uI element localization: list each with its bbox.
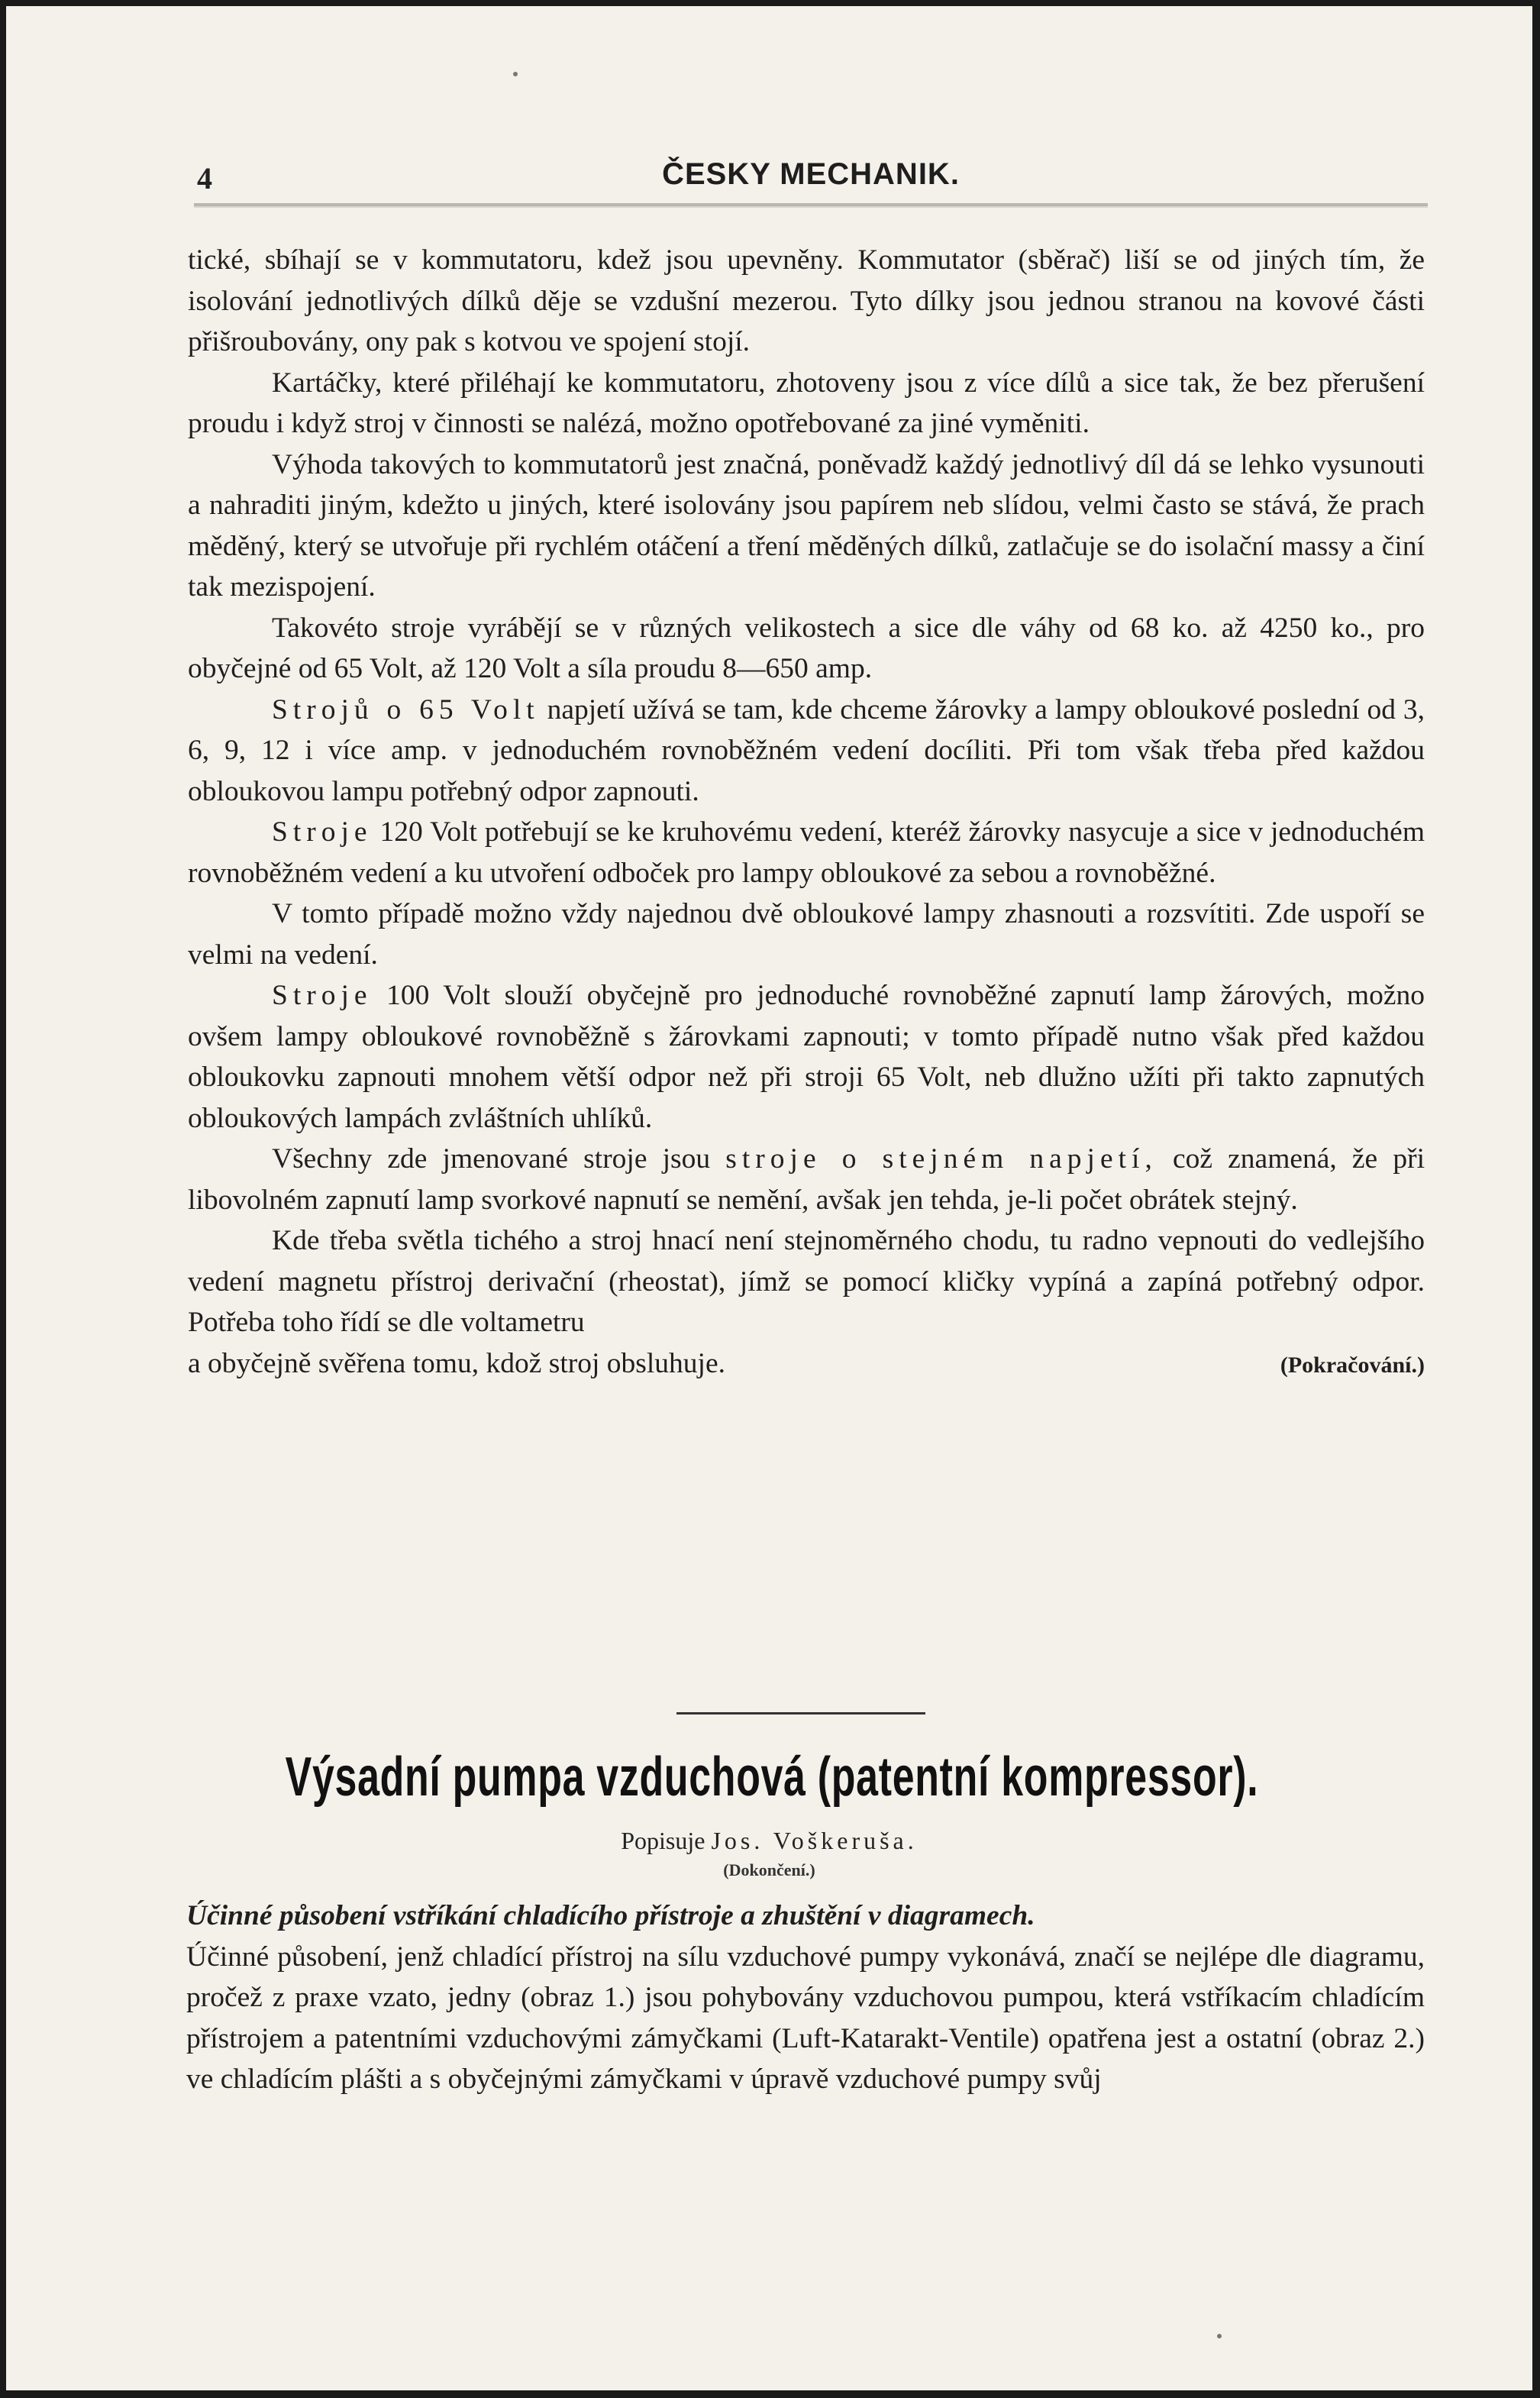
page-number: 4: [197, 161, 212, 196]
paragraph: V tomto případě možno vždy najednou dvě obloukové lampy zhasnouti a rozsvítiti. Zde uspoří se velmi na vedení.: [188, 898, 1425, 971]
paragraph: [188, 812, 1425, 894]
paragraph-text: Všechny zde jmenované stroje jsou: [272, 1143, 726, 1175]
spaced-lead: Stroje: [272, 980, 373, 1011]
concluded-note: (Dokončení.): [723, 1860, 815, 1879]
paragraph: [188, 975, 1425, 1139]
paragraph: Kartáčky, které přiléhají ke kommutatoru, zhotoveny jsou z více dílů a sice tak, že bez přerušení proudu i když stroj v činnosti se nalézá, možno opotřebované za jiné vyměniti.: [188, 367, 1425, 439]
paragraph-text: napjetí užívá se tam, kde chceme žárovky a lampy obloukové poslední od 3, 6, 9, 12 i více amp. v jednoduchém rovnoběžném vedení docíliti. Při tom však třeba před každou obloukovou lampu potřebný odpor zapnouti.: [188, 693, 1425, 807]
paragraph-text: 120 Volt potřebují se ke kruhovému vedení, kteréž žárovky nasycuje a sice v jednoduchém rovnoběžném vedení a ku utvoření odboček pro lampy obloukové za sebou a rovnoběžné.: [188, 816, 1425, 889]
italic-subheading: Účinné působení vstříkání chladícího přístroje a zhuštění v diagramech.: [186, 1900, 1035, 1931]
paragraph: Takovéto stroje vyrábějí se v různých velikostech a sice dle váhy od 68 ko. až 4250 ko., pro obyčejné od 65 Volt, až 120 Volt a síla proudu 8—650 amp.: [188, 612, 1425, 684]
continued-note: (Pokračování.): [1280, 1352, 1425, 1378]
article-compressor: [186, 1895, 1425, 2100]
section-divider: [676, 1712, 925, 1714]
article-dynamo-continuation: [188, 240, 1425, 1385]
paragraph-text: což znamená, že při libovolném zapnutí lamp svorkové napnutí se nemění, avšak jen tehda, je-li počet obrátek stejný.: [188, 1143, 1425, 1216]
byline: [6, 1827, 1532, 1855]
header-rule: [194, 203, 1428, 208]
page-header: [194, 157, 1428, 200]
article-title: Výsadní pumpa vzduchová (patentní kompressor).: [285, 1747, 1259, 1808]
paragraph: tické, sbíhají se v kommutatoru, kdež jsou upevněny. Kommutator (sběrač) liší se od jiných tím, že isolování jednotlivých dílků děje se vzdušní mezerou. Tyto dílky jsou jednou stranou na kovové části přišroubovány, ony pak s kotvou ve spojení stojí.: [188, 244, 1425, 357]
last-line-row: [188, 1343, 1425, 1386]
paragraph-last-line: a obyčejně svěřena tomu, kdož stroj obsluhuje.: [188, 1347, 725, 1379]
spaced-lead: Strojů o 65 Volt: [272, 693, 540, 726]
paragraph: Kde třeba světla tichého a stroj hnací není stejnoměrného chodu, tu radno vepnouti do vedlejšího vedení magnetu přístroj derivační (rheostat), jímž se pomocí kličky vypíná a zapíná potřebný odpor. Potřeba toho řídí se dle voltametru: [188, 1225, 1425, 1338]
paragraph-text: 100 Volt slouží obyčejně pro jednoduché rovnoběžné zapnutí lamp žárových, možno ovšem lampy obloukové rovnoběžně s žárovkami zapnouti; v tomto případě nutno však před každou obloukovku zapnouti mnohem větší odpor než při stroji 65 Volt, neb dlužno užíti při takto zapnutých obloukových lampách zvláštních uhlíků.: [188, 980, 1425, 1134]
spaced-lead: Stroje: [272, 816, 373, 848]
paper-speck: [513, 72, 518, 76]
paragraph: [188, 690, 1425, 813]
paper-speck: [1217, 2334, 1222, 2338]
byline-author: Jos. Voškeruša.: [711, 1827, 918, 1854]
spaced-emphasis: stroje o stejném napjetí,: [725, 1143, 1157, 1175]
paragraph: [188, 1139, 1425, 1220]
paragraph: Výhoda takových to kommutatorů jest značná, poněvadž každý jednotlivý díl dá se lehko vysunouti a nahraditi jiným, kdežto u jiných, které isolovány jsou papírem neb slídou, velmi často se stává, že prach měděný, který se utvořuje při rychlém otáčení a tření měděných dílků, zatlačuje se do isolační massy a činí tak mezispojení.: [188, 448, 1425, 603]
paragraph: Účinné působení, jenž chladící přístroj na sílu vzduchové pumpy vykonává, značí se nejlépe dle diagramu, pročež z praxe vzato, jedny (obraz 1.) jsou pohybovány vzduchovou pumpou, která vstříkacím chladícím přístrojem a patentními vzduchovými zámyčkami (Luft-Katarakt-Ventile) opatřena jest a ostatní (obraz 2.) ve chladícím plášti a s obyčejnými zámyčkami v úpravě vzduchové pumpy svůj: [186, 1941, 1425, 2095]
byline-prefix: Popisuje: [621, 1827, 705, 1854]
running-title: ČESKY MECHANIK.: [662, 157, 960, 191]
page-sheet: [6, 6, 1532, 2390]
